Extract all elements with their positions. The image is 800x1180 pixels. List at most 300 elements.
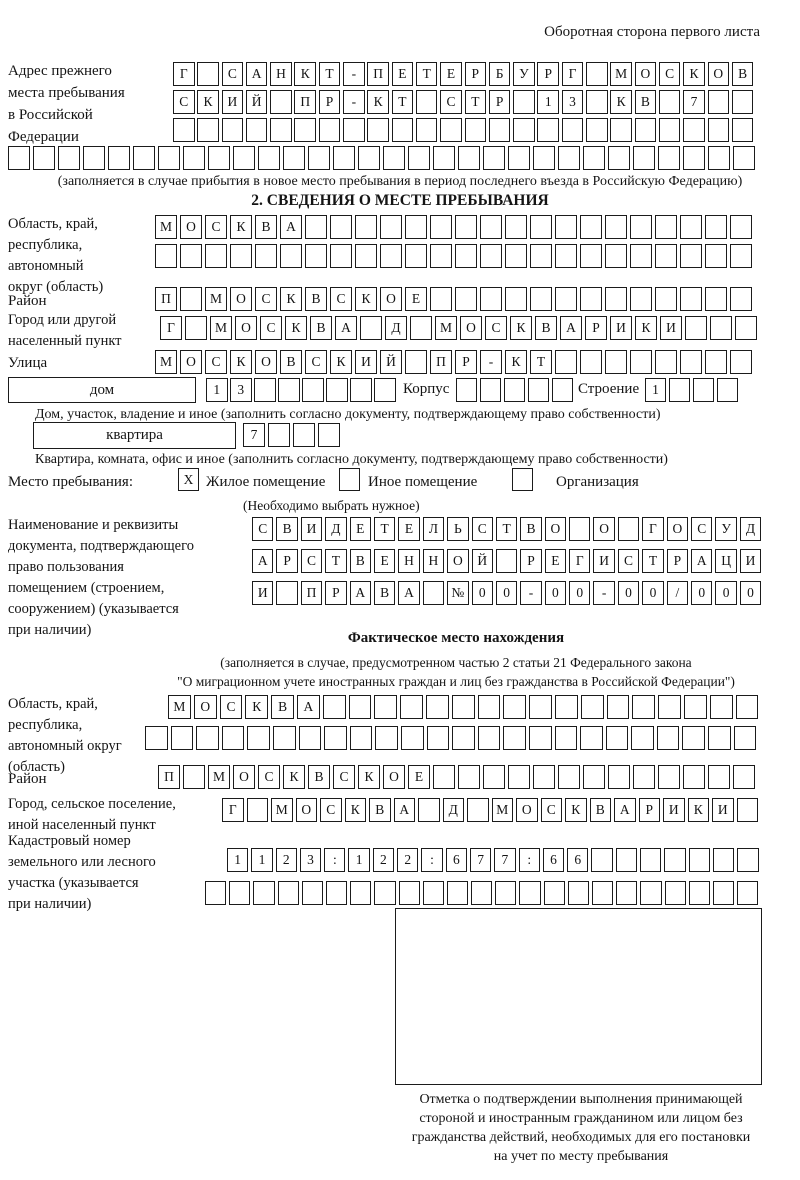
char-cell: М [205,287,227,311]
char-cell: Р [465,62,487,86]
actual-location-title: Фактическое место нахождения [347,630,565,646]
actual-region-row-2 [145,726,756,750]
char-cell: 2 [276,848,297,872]
char-cell: - [593,581,614,605]
char-cell: О [447,549,468,573]
char-cell [308,146,330,170]
char-cell: Й [380,350,402,374]
char-cell [562,118,584,142]
char-cell [529,695,552,719]
actual-location-note: (заполняется в случае, предусмотренном частью 2 статьи 21 Федерального закона "О миграционном учете иностранных граждан и лиц без гражданства в Российской Федерации") [177,655,735,689]
char-cell: Т [416,62,438,86]
char-cell [610,118,632,142]
char-cell [330,244,352,268]
char-cell [503,695,526,719]
char-cell: А [691,549,712,573]
char-cell [504,378,525,402]
char-cell [133,146,155,170]
char-cell: А [252,549,273,573]
char-cell: П [158,765,180,789]
char-cell: 0 [642,581,663,605]
char-cell: О [233,765,255,789]
char-cell [580,244,602,268]
char-cell [375,726,398,750]
char-cell: О [593,517,614,541]
char-cell: Т [325,549,346,573]
char-cell: Е [405,287,427,311]
char-cell: И [660,316,682,340]
char-cell: 0 [472,581,493,605]
char-cell [580,350,602,374]
char-cell: К [294,62,316,86]
char-cell [583,765,605,789]
char-cell [632,695,655,719]
char-cell: В [350,549,371,573]
char-cell: К [345,798,367,822]
char-cell [616,848,637,872]
char-cell [664,848,685,872]
char-cell [508,765,530,789]
char-cell [326,881,347,905]
char-cell [583,146,605,170]
char-cell [222,118,244,142]
char-cell [410,316,432,340]
char-cell: А [350,581,371,605]
char-cell: Г [222,798,244,822]
char-cell [276,581,297,605]
char-cell [635,118,657,142]
char-cell: Л [423,517,444,541]
char-cell [360,316,382,340]
korpus-cells [456,378,573,402]
char-cell [323,695,346,719]
char-cell [452,726,475,750]
char-cell [730,244,752,268]
char-cell: В [305,287,327,311]
prev-address-row-3 [173,118,753,142]
confirmation-caption: Отметка о подтверждении выполнения принимающей стороной и иностранным гражданином или лицом без гражданства действий, необходимых для его постановки на учет по месту пребывания [411,1092,751,1164]
char-cell [197,118,219,142]
char-cell: В [535,316,557,340]
char-cell [640,881,661,905]
prev-address-caption: (заполняется в случае прибытия в новое место пребывания в период последнего въезда в Российскую Федерацию) [57,174,743,189]
char-cell [433,146,455,170]
char-cell: 1 [251,848,272,872]
char-cell [480,215,502,239]
char-cell: Н [270,62,292,86]
char-cell [196,726,219,750]
char-cell [710,695,733,719]
char-cell [737,881,758,905]
char-cell: И [222,90,244,114]
char-cell: Е [408,765,430,789]
char-cell [197,62,219,86]
char-cell: К [355,287,377,311]
char-cell [684,695,707,719]
char-cell [558,765,580,789]
stroenie-label: Строение [578,381,640,397]
char-cell: 1 [645,378,666,402]
char-cell: С [305,350,327,374]
char-cell [247,726,270,750]
char-cell: А [398,581,419,605]
char-cell [528,378,549,402]
char-cell [180,244,202,268]
char-cell [735,316,757,340]
char-cell [455,244,477,268]
char-cell: К [610,90,632,114]
char-cell: Р [489,90,511,114]
char-cell [680,215,702,239]
char-cell [503,726,526,750]
char-cell [58,146,80,170]
char-cell: В [374,581,395,605]
char-cell [324,726,347,750]
char-cell: М [208,765,230,789]
char-cell [655,215,677,239]
char-cell: В [308,765,330,789]
char-cell [283,146,305,170]
char-cell [416,118,438,142]
char-cell: О [255,350,277,374]
char-cell [555,215,577,239]
street-label: Улица [8,355,48,371]
char-cell: 0 [496,581,517,605]
char-cell [730,350,752,374]
char-cell: Р [537,62,559,86]
char-cell [733,765,755,789]
district-row [155,287,752,311]
char-cell: С [333,765,355,789]
char-cell [447,881,468,905]
char-cell [208,146,230,170]
char-cell [33,146,55,170]
apartment-input-box: квартира [33,422,236,449]
char-cell [483,146,505,170]
char-cell [655,350,677,374]
char-cell [730,215,752,239]
char-cell: 0 [715,581,736,605]
char-cell: - [343,62,365,86]
char-cell [423,881,444,905]
char-cell [246,118,268,142]
char-cell: К [505,350,527,374]
char-cell [305,215,327,239]
actual-city-row [222,798,758,822]
char-cell: С [255,287,277,311]
char-cell [173,118,195,142]
district-label: Район [8,293,47,309]
char-cell [350,726,373,750]
char-cell [708,118,730,142]
char-cell [423,581,444,605]
char-cell [605,215,627,239]
char-cell: / [667,581,688,605]
char-cell: 6 [543,848,564,872]
char-cell [669,378,690,402]
char-cell: 7 [683,90,705,114]
char-cell: Р [276,549,297,573]
char-cell [480,244,502,268]
actual-region-label: Область, край, республика, автономный округ (область) [8,696,122,775]
cadastral-label: Кадастровый номер земельного или лесного участка (указывается при наличии) [8,833,156,912]
char-cell: И [593,549,614,573]
char-cell: В [255,215,277,239]
char-cell: С [618,549,639,573]
char-cell: В [520,517,541,541]
char-cell: С [440,90,462,114]
street-row [155,350,752,374]
char-cell [302,881,323,905]
char-cell [708,726,731,750]
char-cell: С [222,62,244,86]
char-cell [319,118,341,142]
char-cell: А [560,316,582,340]
char-cell: С [541,798,563,822]
char-cell [717,378,738,402]
char-cell: Т [319,62,341,86]
char-cell [400,695,423,719]
char-cell: К [245,695,268,719]
char-cell [83,146,105,170]
char-cell [333,146,355,170]
char-cell: Т [642,549,663,573]
char-cell [586,90,608,114]
char-cell: Р [325,581,346,605]
char-cell: Е [440,62,462,86]
char-cell [680,287,702,311]
char-cell [607,695,630,719]
char-cell: П [301,581,322,605]
char-cell: 1 [206,378,228,402]
char-cell [171,726,194,750]
char-cell: 0 [618,581,639,605]
stay-type-note: (Необходимо выбрать нужное) [243,498,420,513]
actual-district-label: Район [8,771,47,787]
char-cell [640,848,661,872]
char-cell: Н [423,549,444,573]
char-cell: Й [246,90,268,114]
char-cell: Т [496,517,517,541]
char-cell [630,244,652,268]
char-cell [418,798,440,822]
char-cell [618,517,639,541]
char-cell [530,244,552,268]
ownership-document-label: Наименование и реквизиты документа, подтверждающего право пользования помещением (строением, сооружением) (указывается при наличии) [8,517,194,638]
char-cell: Е [545,549,566,573]
char-cell [258,146,280,170]
char-cell [233,146,255,170]
char-cell: С [330,287,352,311]
char-cell: А [297,695,320,719]
char-cell [326,378,348,402]
char-cell [513,90,535,114]
char-cell [270,90,292,114]
char-cell [658,146,680,170]
actual-city-label: Город, сельское поселение, иной населенный пункт [8,796,176,833]
char-cell [155,244,177,268]
char-cell [280,244,302,268]
char-cell: А [394,798,416,822]
char-cell: К [280,287,302,311]
char-cell: С [220,695,243,719]
char-cell: Е [392,62,414,86]
char-cell [544,881,565,905]
char-cell [689,881,710,905]
char-cell: К [565,798,587,822]
char-cell [533,765,555,789]
char-cell [630,215,652,239]
char-cell [630,287,652,311]
char-cell: А [614,798,636,822]
char-cell [467,798,489,822]
char-cell: 2 [397,848,418,872]
char-cell [552,378,573,402]
char-cell [730,287,752,311]
char-cell [380,244,402,268]
char-cell: К [330,350,352,374]
region-row-1 [155,215,752,239]
char-cell: 6 [446,848,467,872]
char-cell [505,287,527,311]
stay-type-option-organization-label: Организация [556,474,639,490]
char-cell [555,244,577,268]
char-cell: Р [667,549,688,573]
char-cell [537,118,559,142]
char-cell [430,287,452,311]
char-cell [299,726,322,750]
char-cell [458,765,480,789]
char-cell [452,695,475,719]
char-cell: Т [465,90,487,114]
char-cell [278,378,300,402]
char-cell: 0 [740,581,761,605]
prev-address-row-1 [173,62,753,86]
char-cell [180,287,202,311]
section2-title: 2. СВЕДЕНИЯ О МЕСТЕ ПРЕБЫВАНИЯ [251,192,549,209]
prev-address-row-2 [173,90,753,114]
char-cell: 7 [470,848,491,872]
char-cell [689,848,710,872]
char-cell [505,215,527,239]
char-cell [350,881,371,905]
char-cell [605,244,627,268]
char-cell: В [280,350,302,374]
char-cell [330,215,352,239]
char-cell [185,316,207,340]
char-cell: М [210,316,232,340]
char-cell [408,146,430,170]
char-cell: А [280,215,302,239]
char-cell [222,726,245,750]
char-cell [430,244,452,268]
char-cell: Р [520,549,541,573]
char-cell [586,62,608,86]
char-cell: С [472,517,493,541]
char-cell [508,146,530,170]
char-cell: К [635,316,657,340]
char-cell [665,881,686,905]
char-cell: О [667,517,688,541]
char-cell [268,423,290,447]
actual-region-row-1 [168,695,758,719]
char-cell: С [173,90,195,114]
char-cell [405,350,427,374]
char-cell [606,726,629,750]
char-cell [489,118,511,142]
char-cell [708,90,730,114]
stay-type-option-other-premises-label: Иное помещение [368,474,478,490]
char-cell [529,726,552,750]
char-cell [293,423,315,447]
char-cell: Ь [447,517,468,541]
char-cell [659,90,681,114]
char-cell [374,378,396,402]
char-cell: С [260,316,282,340]
char-cell: О [180,215,202,239]
char-cell [205,244,227,268]
char-cell [734,726,757,750]
char-cell [737,798,759,822]
char-cell: В [590,798,612,822]
char-cell [586,118,608,142]
actual-district-row [158,765,755,789]
char-cell: Д [385,316,407,340]
char-cell [682,726,705,750]
char-cell [705,215,727,239]
char-cell [605,287,627,311]
char-cell: 6 [567,848,588,872]
char-cell [343,118,365,142]
char-cell: И [663,798,685,822]
char-cell [655,244,677,268]
char-cell: И [740,549,761,573]
char-cell [737,848,758,872]
char-cell: В [732,62,754,86]
char-cell [658,765,680,789]
char-cell: К [367,90,389,114]
char-cell [318,423,340,447]
char-cell [605,350,627,374]
char-cell [255,244,277,268]
char-cell: 7 [494,848,515,872]
char-cell: Р [455,350,477,374]
char-cell: И [610,316,632,340]
char-cell: К [230,350,252,374]
char-cell [480,378,501,402]
char-cell: О [460,316,482,340]
char-cell [294,118,316,142]
char-cell: О [180,350,202,374]
char-cell: К [230,215,252,239]
char-cell: 0 [691,581,712,605]
char-cell [558,146,580,170]
char-cell: О [296,798,318,822]
char-cell: - [480,350,502,374]
char-cell [657,726,680,750]
char-cell [683,118,705,142]
char-cell: Р [319,90,341,114]
char-cell [631,726,654,750]
char-cell [399,881,420,905]
char-cell [608,765,630,789]
char-cell: М [271,798,293,822]
char-cell: П [430,350,452,374]
char-cell [247,798,269,822]
ownership-document-row-1 [252,517,761,541]
char-cell: Б [489,62,511,86]
stay-type-checkbox-other-premises [339,468,360,491]
